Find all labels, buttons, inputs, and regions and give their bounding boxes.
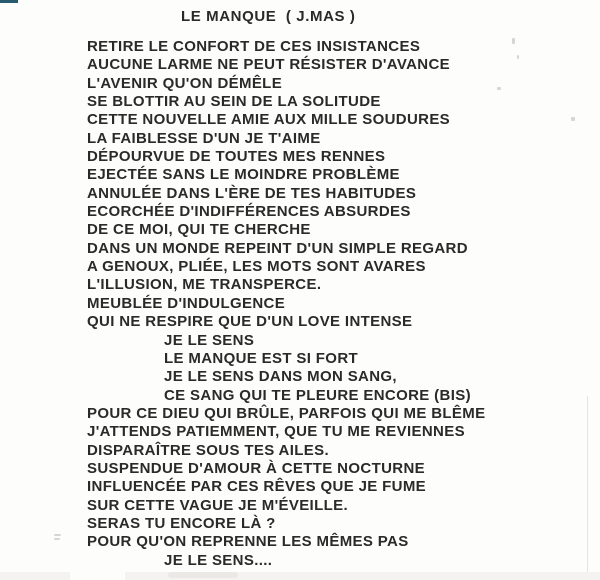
lyric-line: DE CE MOI, QUI TE CHERCHE	[87, 221, 311, 239]
lyric-line: J'ATTENDS PATIEMMENT, QUE TU ME REVIENNES	[87, 423, 465, 441]
lyric-line: LE MANQUE EST SI FORT	[164, 349, 359, 367]
lyric-line: SUSPENDUE D'AMOUR À CETTE NOCTURNE	[87, 459, 425, 477]
lyric-line: POUR QU'ON REPRENNE LES MÊMES PAS	[87, 533, 409, 551]
scan-speck	[571, 117, 575, 121]
lyric-line: RETIRE LE CONFORT DE CES INSISTANCES	[87, 38, 421, 55]
scan-speck	[54, 534, 61, 536]
lyrics	[87, 38, 587, 570]
lyric-line: LA FAIBLESSE D'UN JE T'AIME	[87, 129, 321, 147]
scan-edge-line	[587, 396, 588, 576]
lyric-line: EJECTÉE SANS LE MOINDRE PROBLÈME	[87, 166, 400, 184]
lyric-line: INFLUENCÉE PAR CES RÊVES QUE JE FUME	[87, 478, 427, 496]
lyric-line: JE LE SENS	[164, 331, 255, 349]
lyric-line: SUR CETTE VAGUE JE M'ÉVEILLE.	[87, 496, 348, 514]
lyric-line: L'ILLUSION, ME TRANSPERCE.	[87, 276, 322, 294]
lyric-line: MEUBLÉE D'INDULGENCE	[87, 294, 286, 312]
lyric-line: ANNULÉE DANS L'ÈRE DE TES HABITUDES	[87, 184, 417, 202]
lyric-line: AUCUNE LARME NE PEUT RÉSISTER D'AVANCE	[87, 56, 451, 74]
lyric-line: DISPARAÎTRE SOUS TES AILES.	[87, 441, 329, 459]
scan-speck	[497, 87, 501, 90]
lyric-line: DÉPOURVUE DE TOUTES MES RENNES	[87, 148, 386, 166]
scan-speck	[512, 38, 515, 44]
scan-speck	[54, 538, 60, 540]
scan-speck	[517, 55, 519, 59]
lyric-line: QUI NE RESPIRE QUE D'UN LOVE INTENSE	[87, 313, 413, 331]
lyric-line: CETTE NOUVELLE AMIE AUX MILLE SOUDURES	[87, 111, 451, 129]
lyric-line: JE LE SENS....	[164, 551, 273, 569]
lyric-line: ECORCHÉE D'INDIFFÉRENCES ABSURDES	[87, 203, 411, 221]
lyric-line: A GENOUX, PLIÉE, LES MOTS SONT AVARES	[87, 258, 426, 276]
lyric-line: JE LE SENS DANS MON SANG,	[164, 368, 397, 386]
lyric-line: POUR CE DIEU QUI BRÛLE, PARFOIS QUI ME BLÊME	[87, 404, 486, 422]
lyric-line: CE SANG QUI TE PLEURE ENCORE (BIS)	[164, 386, 471, 404]
lyric-line: SERAS TU ENCORE LÀ ?	[87, 514, 276, 532]
lyric-line: DANS UN MONDE REPEINT D'UN SIMPLE REGARD	[87, 239, 468, 257]
scan-bottom-gap	[70, 572, 125, 580]
scan-corner-mark	[0, 0, 18, 3]
song-title: LE MANQUE ( J.MAS )	[181, 8, 356, 25]
lyric-line: L'AVENIR QU'ON DÉMÊLE	[87, 74, 283, 92]
lyric-line: SE BLOTTIR AU SEIN DE LA SOLITUDE	[87, 93, 381, 111]
scan-bottom-smudge	[168, 572, 238, 578]
